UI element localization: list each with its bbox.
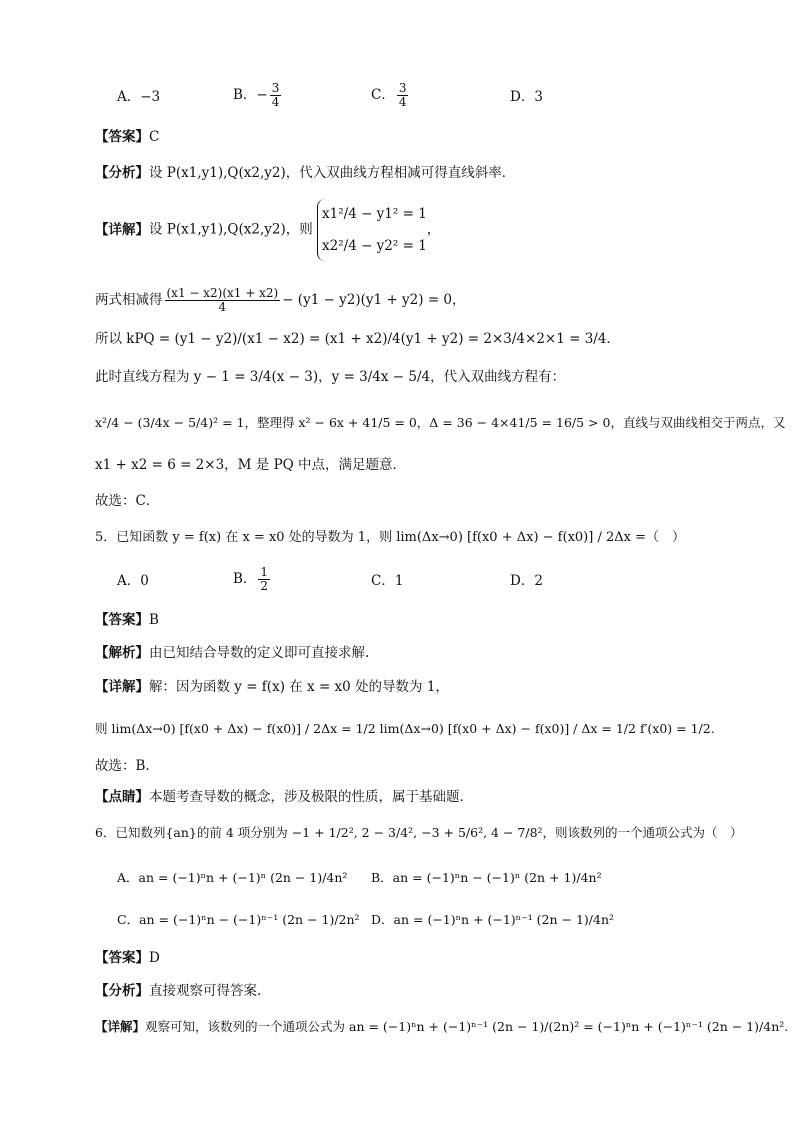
q4-option-c-label: C． — [371, 87, 395, 104]
q5-option-b-label: B． — [233, 571, 257, 588]
q5-option-b-num: 1 — [260, 565, 269, 579]
q5-answer — [95, 614, 159, 628]
q5-comment — [95, 791, 473, 805]
q6-answer-value: D — [149, 950, 160, 966]
sys-comma: ， — [426, 221, 441, 238]
detail-tag: 【详解】 — [95, 221, 149, 238]
q5-comment-text: 本题考查导数的概念，涉及极限的性质，属于基础题． — [149, 789, 473, 805]
q4-option-c-fraction — [397, 82, 409, 109]
q4-choose: 故选：C． — [95, 493, 160, 509]
answer-tag: 【答案】 — [95, 129, 149, 145]
q4-option-b-fraction — [270, 82, 282, 109]
q4-line-2-den: 4 — [218, 300, 227, 315]
equation-2: x2²/4 − y2² = 1 — [322, 238, 427, 255]
q4-answer-value: C — [149, 129, 160, 145]
q4-option-c-den: 4 — [398, 95, 407, 110]
q4-option-b-label: B．− — [233, 87, 268, 104]
q4-option-c-num: 3 — [398, 81, 407, 95]
q6-option-b: B．an = (−1)ⁿn − (−1)ⁿ (2n + 1)/4n² — [371, 870, 602, 885]
q5-stem: 5．已知函数 y = f(x) 在 x = x0 处的导数为 1，则 lim(Δx→0) [f(x0 + Δx) − f(x0)] / 2Δx =（ ） — [95, 530, 685, 545]
analysis-tag: 【分析】 — [95, 983, 149, 999]
q4-line-2-num: (x1 − x2)(x1 + x2) — [166, 286, 279, 300]
q6-analysis — [95, 985, 261, 999]
q6-detail-text: 观察可知，该数列的一个通项公式为 an = (−1)ⁿn + (−1)ⁿ⁻¹ (2n − 1)/(2n)² = (−1)ⁿn + (−1)ⁿ⁻¹ (2n − 1)/4n². — [145, 1019, 789, 1034]
q4-line-2-pre: 两式相减得 — [95, 292, 163, 309]
q5-option-b-fraction — [258, 566, 270, 593]
q6-option-a: A．an = (−1)ⁿn + (−1)ⁿ (2n − 1)/4n² — [117, 870, 348, 885]
q6-option-c: C．an = (−1)ⁿn − (−1)ⁿ⁻¹ (2n − 1)/2n² — [117, 912, 360, 927]
q4-analysis-text: 设 P(x1,y1),Q(x2,y2)，代入双曲线方程相减可得直线斜率． — [149, 165, 516, 181]
q6-answer — [95, 952, 160, 966]
q6-stem: 6．已知数列{an}的前 4 项分别为 −1 + 1/2², 2 − 3/4², −3 + 5/6², 4 − 7/8²，则该数列的一个通项公式为（ ） — [95, 825, 743, 840]
q4-line-2 — [95, 287, 466, 314]
q4-line-4: 此时直线方程为 y − 1 = 3/4(x − 3)，y = 3/4x − 5/4，代入双曲线方程有： — [95, 369, 566, 385]
q6-detail — [95, 1021, 788, 1034]
detail-tag: 【详解】 — [95, 679, 149, 695]
q4-line-5: x²/4 − (3/4x − 5/4)² = 1，整理得 x² − 6x + 41/5 = 0，Δ = 36 − 4×41/5 = 16/5 > 0，直线与双曲线相交于两点，又 — [95, 415, 786, 430]
q4-option-b — [233, 82, 283, 109]
q5-detail — [95, 681, 449, 695]
detail-tag: 【详解】 — [95, 1019, 146, 1034]
q4-option-b-num: 3 — [271, 81, 280, 95]
q6-option-d: D．an = (−1)ⁿn + (−1)ⁿ⁻¹ (2n − 1)/4n² — [371, 912, 615, 927]
q4-option-d: D．3 — [510, 89, 543, 105]
q5-option-a: A．0 — [117, 573, 149, 589]
q5-analysis — [95, 647, 369, 661]
q4-line-6: x1 + x2 = 6 = 2×3，M 是 PQ 中点，满足题意． — [95, 457, 407, 473]
q4-option-c — [371, 82, 410, 109]
q5-detail-2: 则 lim(Δx→0) [f(x0 + Δx) − f(x0)] / 2Δx = 1/2 lim(Δx→0) [f(x0 + Δx) − f(x0)] / Δx = 1/2 f′(x0) = 1/2. — [95, 721, 715, 736]
q5-option-c: C．1 — [371, 573, 404, 589]
q4-line-2-fraction — [165, 287, 281, 314]
q5-option-d: D．2 — [510, 573, 543, 589]
q5-choose: 故选：B. — [95, 758, 150, 774]
equation-system — [322, 199, 427, 263]
equation-system-brace — [317, 199, 427, 261]
equation-1: x1²/4 − y1² = 1 — [322, 206, 427, 223]
q4-line-2-post: − (y1 − y2)(y1 + y2) = 0， — [282, 292, 466, 309]
q4-option-a: A．−3 — [117, 89, 161, 105]
q4-detail-text: 设 P(x1,y1),Q(x2,y2)，则 — [149, 221, 313, 238]
q5-detail-text: 解：因为函数 y = f(x) 在 x = x0 处的导数为 1， — [149, 679, 449, 695]
comment-tag: 【点睛】 — [95, 789, 149, 805]
q5-option-b — [233, 566, 272, 593]
q5-option-b-den: 2 — [260, 579, 269, 594]
q5-answer-value: B — [149, 612, 159, 628]
q4-line-3: 所以 kPQ = (y1 − y2)/(x1 − x2) = (x1 + x2)/4(y1 + y2) = 2×3/4×2×1 = 3/4． — [95, 331, 620, 347]
q4-analysis — [95, 167, 515, 181]
q6-analysis-text: 直接观察可得答案. — [149, 983, 262, 999]
answer-tag: 【答案】 — [95, 950, 149, 966]
q5-analysis-text: 由已知结合导数的定义即可直接求解. — [149, 645, 370, 661]
q4-answer — [95, 131, 159, 145]
q4-option-b-den: 4 — [271, 95, 280, 110]
analysis-tag: 【解析】 — [95, 645, 149, 661]
analysis-tag: 【分析】 — [95, 165, 149, 181]
q4-detail — [95, 199, 440, 261]
answer-tag: 【答案】 — [95, 612, 149, 628]
